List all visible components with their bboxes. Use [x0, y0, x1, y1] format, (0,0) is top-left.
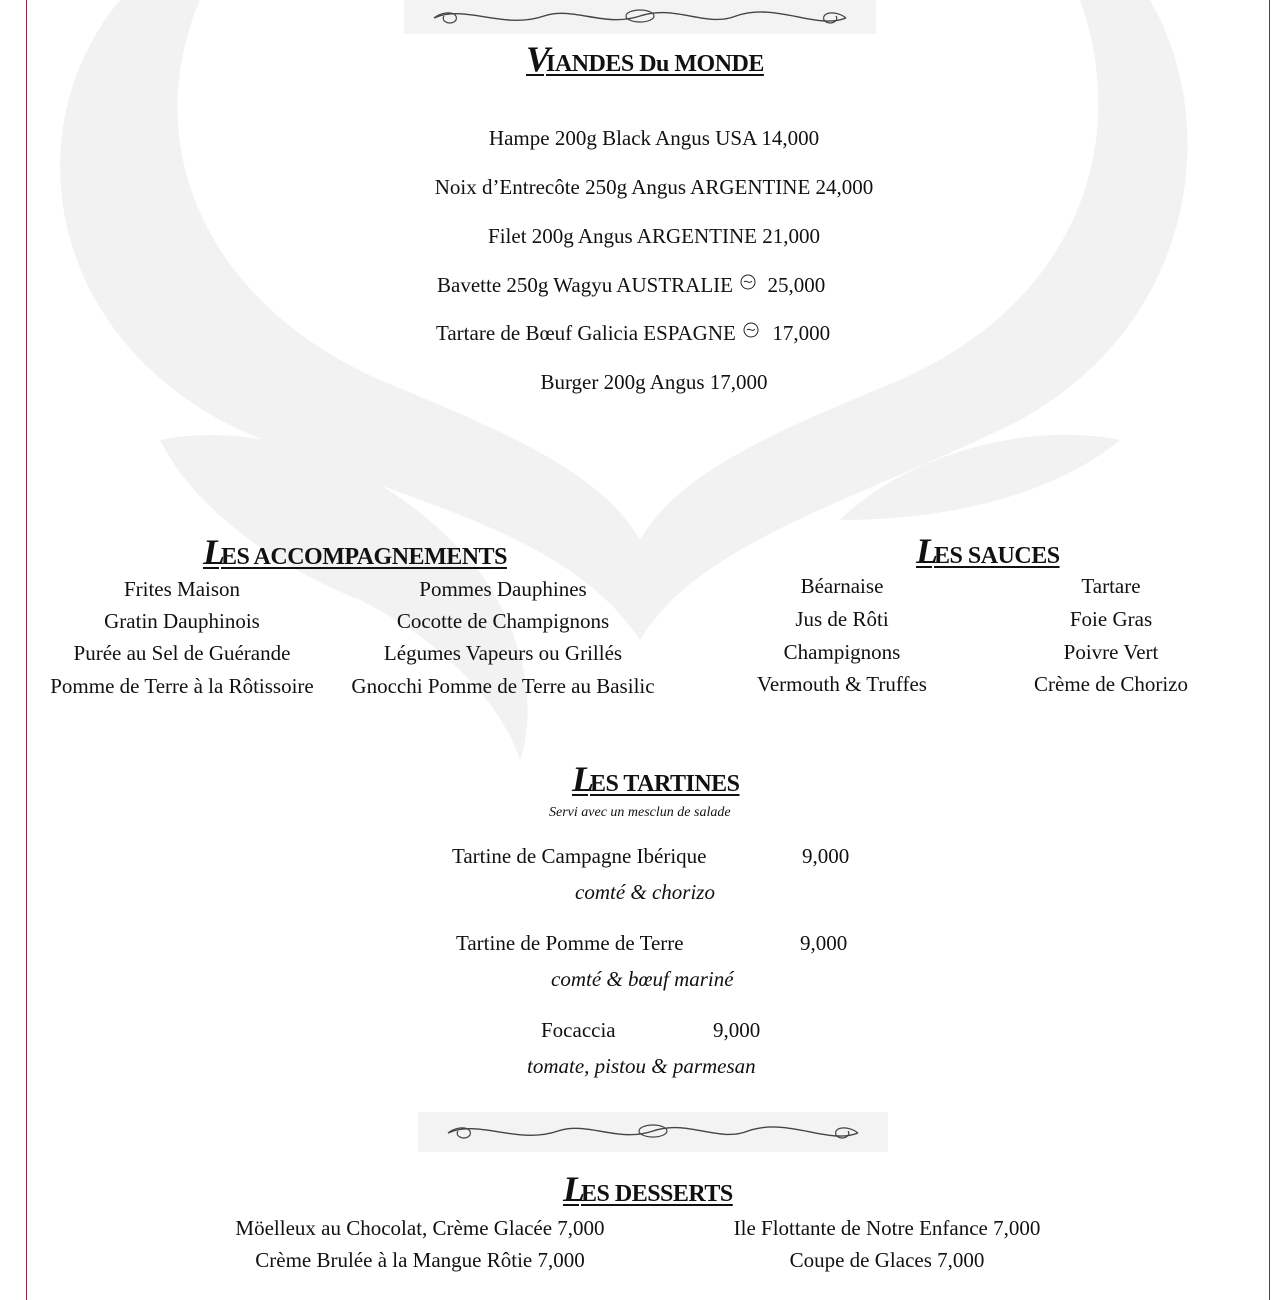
menu-item: Hampe 200g Black Angus USA 14,000 [488, 126, 820, 150]
menu-item-price: 9,000 [800, 931, 848, 955]
menu-item-price: 9,000 [713, 1018, 761, 1042]
section-title-desserts: LES DESSERTS [563, 1169, 733, 1209]
menu-item: Bavette 250g Wagyu AUSTRALIE 25,000 [437, 273, 826, 297]
section-note: Servi avec un mesclun de salade [549, 805, 731, 820]
list-item: Champignons [783, 640, 901, 664]
list-item: Jus de Rôti [795, 607, 889, 631]
list-item: Foie Gras [1069, 607, 1153, 631]
menu-item: Ile Flottante de Notre Enfance 7,000 [733, 1216, 1041, 1240]
section-title-accompagnements: LES ACCOMPAGNEMENTS [203, 532, 507, 572]
menu-item: Tartare de Bœuf Galicia ESPAGNE 17,000 [436, 321, 831, 345]
menu-item-price: 9,000 [802, 844, 850, 868]
list-item: Tartare [1081, 574, 1141, 598]
list-item: Purée au Sel de Guérande [73, 641, 291, 665]
list-item: Pommes Dauphines [419, 577, 587, 601]
list-item: Légumes Vapeurs ou Grillés [383, 641, 623, 665]
ornament-flourish-top [404, 0, 876, 34]
list-item: Cocotte de Champignons [396, 609, 610, 633]
list-item: Vermouth & Truffes [757, 672, 927, 696]
menu-item-name: Focaccia [541, 1018, 616, 1042]
menu-item: Möelleux au Chocolat, Crème Glacée 7,000 [235, 1216, 605, 1240]
chili-icon [743, 322, 759, 338]
list-item: Gratin Dauphinois [104, 609, 260, 633]
menu-item-desc: comté & chorizo [575, 880, 715, 904]
list-item: Béarnaise [800, 574, 884, 598]
list-item: Frites Maison [123, 577, 241, 601]
list-item: Poivre Vert [1063, 640, 1159, 664]
menu-item: Burger 200g Angus 17,000 [540, 370, 768, 394]
menu-item: Crème Brulée à la Mangue Rôtie 7,000 [255, 1248, 585, 1272]
section-title-tartines: LES TARTINES [572, 759, 740, 799]
section-title-viandes: VIANDES Du MONDE [526, 39, 764, 79]
section-title-sauces: LES SAUCES [916, 531, 1060, 571]
list-item: Gnocchi Pomme de Terre au Basilic [351, 674, 655, 698]
list-item: Pomme de Terre à la Rôtissoire [50, 674, 314, 698]
menu-item-name: Tartine de Pomme de Terre [456, 931, 684, 955]
menu-item: Filet 200g Angus ARGENTINE 21,000 [488, 224, 820, 248]
menu-item-desc: tomate, pistou & parmesan [527, 1054, 756, 1078]
menu-item: Coupe de Glaces 7,000 [789, 1248, 985, 1272]
list-item: Crème de Chorizo [1034, 672, 1188, 696]
menu-item-desc: comté & bœuf mariné [551, 967, 734, 991]
chili-icon [740, 274, 756, 290]
ornament-flourish-middle [418, 1112, 888, 1152]
menu-item: Noix d’Entrecôte 250g Angus ARGENTINE 24,000 [434, 175, 874, 199]
menu-item-name: Tartine de Campagne Ibérique [452, 844, 707, 868]
